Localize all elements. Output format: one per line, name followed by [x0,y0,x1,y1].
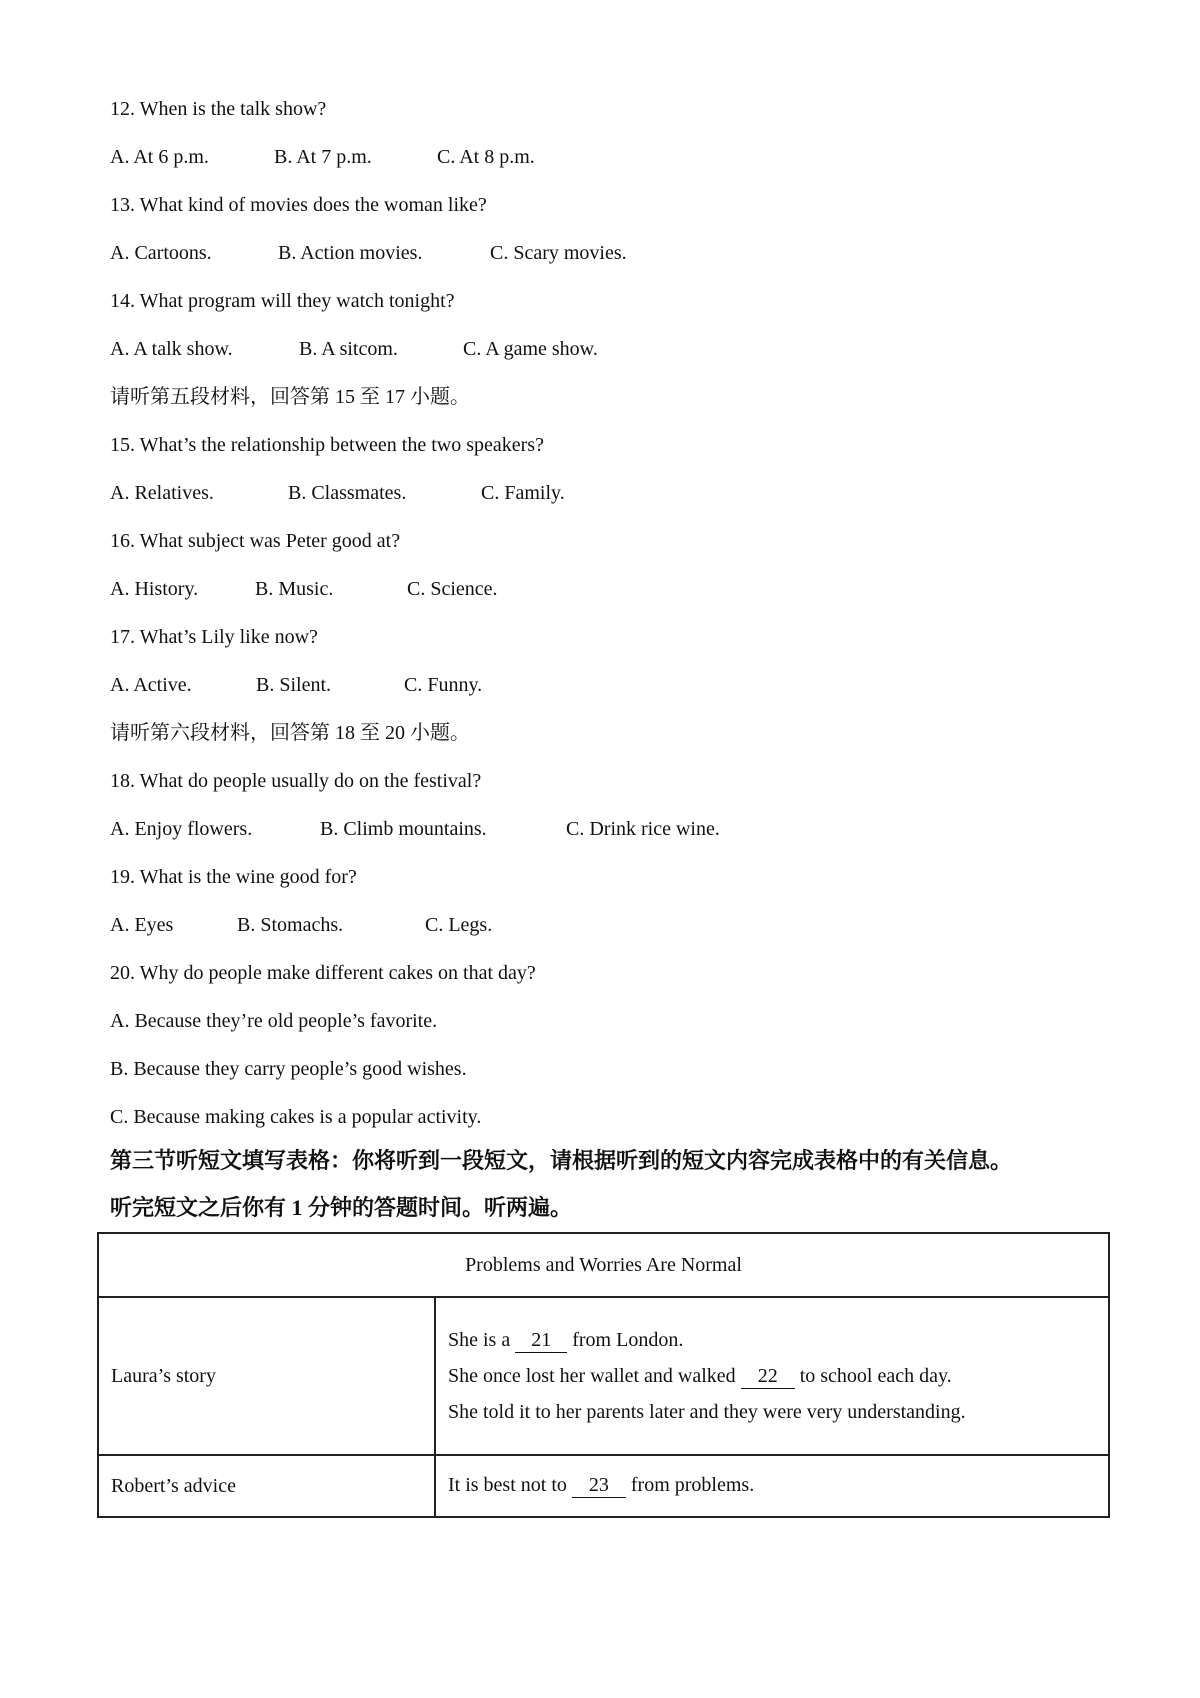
option-17-c: C. Funny. [404,674,483,696]
robert-label: Robert’s advice [98,1455,435,1517]
laura-line-2-text-b: to school each day. [794,1365,952,1387]
option-15-b: B. Classmates. [288,482,407,504]
question-list [110,97,1110,1153]
option-13-a: A. Cartoons. [110,242,212,264]
laura-line-2 [448,1364,1096,1389]
table-title: Problems and Worries Are Normal [98,1233,1109,1297]
option-12-a: A. At 6 p.m. [110,146,209,168]
section-three-instructions [110,1147,1110,1241]
table-row-laura [98,1297,1109,1455]
options-19 [110,913,1110,961]
option-13-c: C. Scary movies. [490,242,627,264]
option-20-a: A. Because they’re old people’s favorite. [110,1010,438,1032]
laura-line-3: She told it to her parents later and they were very understanding. [448,1401,966,1423]
options-15 [110,481,1110,529]
robert-text-b: from problems. [625,1474,755,1496]
question-13: 13. What kind of movies does the woman like? [110,194,487,216]
table-title-row [98,1233,1109,1297]
question-16: 16. What subject was Peter good at? [110,530,401,552]
option-19-c: C. Legs. [425,914,493,936]
blank-22[interactable]: 22 [741,1364,795,1389]
option-14-c: C. A game show. [463,338,598,360]
option-18-a: A. Enjoy flowers. [110,818,253,840]
option-16-b: B. Music. [255,578,334,600]
options-16 [110,577,1110,625]
question-18: 18. What do people usually do on the festival? [110,770,482,792]
blank-23[interactable]: 23 [572,1474,626,1498]
option-16-c: C. Science. [407,578,498,600]
laura-line-1-text-a: She is a [448,1329,516,1351]
option-20-b: B. Because they carry people’s good wishes. [110,1058,467,1080]
option-12-c: C. At 8 p.m. [437,146,535,168]
option-19-a: A. Eyes [110,914,174,936]
option-18-b: B. Climb mountains. [320,818,487,840]
table-row-robert [98,1455,1109,1517]
option-14-b: B. A sitcom. [299,338,398,360]
laura-line-1 [448,1328,1096,1353]
laura-content [435,1297,1109,1455]
option-12-b: B. At 7 p.m. [274,146,372,168]
section-notice-5: 请听第五段材料，回答第 15 至 17 小题。 [110,386,470,408]
question-12: 12. When is the talk show? [110,98,327,120]
blank-21[interactable]: 21 [515,1328,567,1353]
section-three-line-1: 第三节听短文填写表格：你将听到一段短文，请根据听到的短文内容完成表格中的有关信息。 [110,1148,1013,1173]
fill-in-table [97,1232,1110,1518]
robert-content [435,1455,1109,1517]
laura-line-1-text-b: from London. [567,1329,684,1351]
options-13 [110,241,1110,289]
option-14-a: A. A talk show. [110,338,233,360]
robert-text-a: It is best not to [448,1474,572,1496]
option-20-c: C. Because making cakes is a popular activity. [110,1106,482,1128]
section-notice-6: 请听第六段材料，回答第 18 至 20 小题。 [110,722,470,744]
question-20: 20. Why do people make different cakes on that day? [110,962,536,984]
option-16-a: A. History. [110,578,199,600]
question-17: 17. What’s Lily like now? [110,626,318,648]
option-17-b: B. Silent. [256,674,332,696]
option-17-a: A. Active. [110,674,192,696]
option-15-c: C. Family. [481,482,565,504]
option-19-b: B. Stomachs. [237,914,344,936]
option-18-c: C. Drink rice wine. [566,818,720,840]
question-14: 14. What program will they watch tonight? [110,290,455,312]
options-17 [110,673,1110,721]
options-18 [110,817,1110,865]
section-three-line-2: 听完短文之后你有 1 分钟的答题时间。听两遍。 [110,1195,573,1220]
question-15: 15. What’s the relationship between the two speakers? [110,434,544,456]
laura-line-2-text-a: She once lost her wallet and walked [448,1365,741,1387]
laura-label: Laura’s story [98,1297,435,1455]
options-12 [110,145,1110,193]
options-14 [110,337,1110,385]
option-13-b: B. Action movies. [278,242,423,264]
question-19: 19. What is the wine good for? [110,866,357,888]
option-15-a: A. Relatives. [110,482,214,504]
